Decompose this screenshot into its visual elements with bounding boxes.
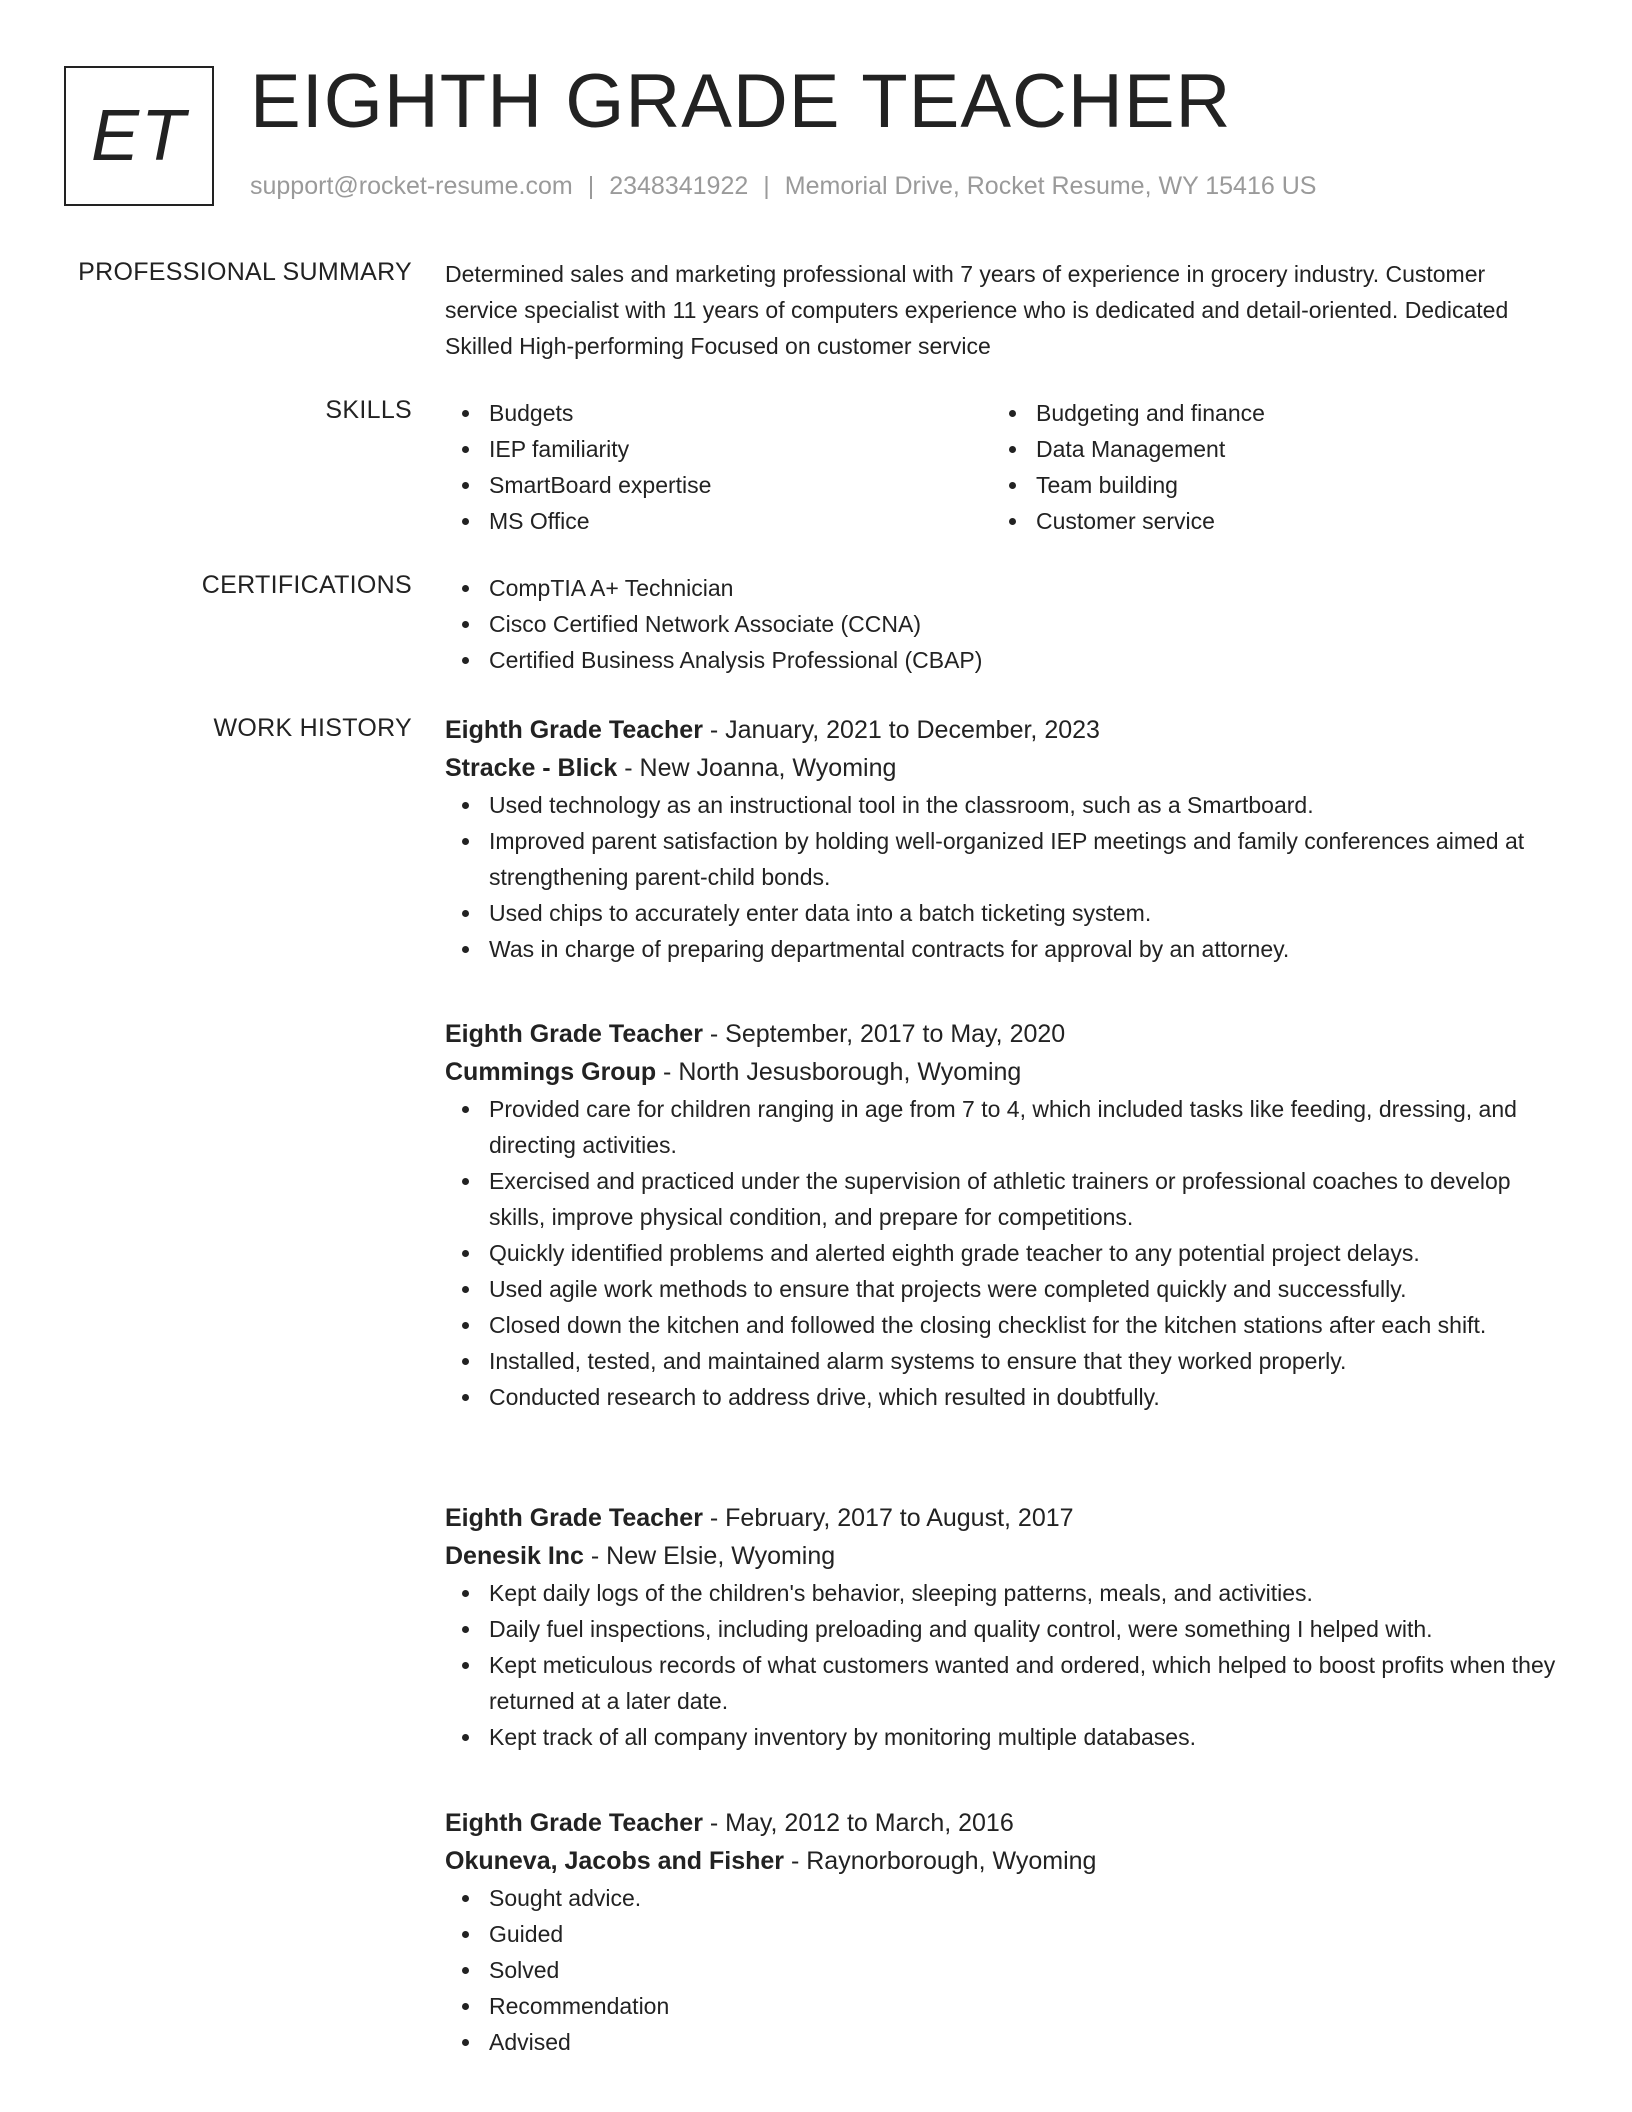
job-company-line bbox=[445, 1053, 1560, 1091]
job-location: - North Jesusborough, Wyoming bbox=[656, 1058, 1022, 1086]
skills-section bbox=[445, 395, 1560, 539]
skill-item: SmartBoard expertise bbox=[445, 467, 992, 503]
job-bullet: Guided bbox=[445, 1916, 1560, 1952]
job-entry bbox=[445, 711, 1560, 967]
job-company: Okuneva, Jacobs and Fisher bbox=[445, 1847, 785, 1875]
job-bullet: Exercised and practiced under the supervision of athletic trainers or professional coaches to develop skills, improve physical condition, and prepare for competitions. bbox=[445, 1163, 1560, 1235]
skill-item: Data Management bbox=[992, 431, 1539, 467]
resume-name: EIGHTH GRADE TEACHER bbox=[250, 59, 1232, 144]
contact-separator: | bbox=[587, 172, 595, 200]
job-bullet: Daily fuel inspections, including preloading and quality control, were something I helped with. bbox=[445, 1611, 1560, 1647]
contact-address: Memorial Drive, Rocket Resume, WY 15416 US bbox=[784, 172, 1317, 200]
job-bullet: Kept track of all company inventory by monitoring multiple databases. bbox=[445, 1719, 1560, 1755]
job-company-line bbox=[445, 1537, 1560, 1575]
job-bullet: Used chips to accurately enter data into a batch ticketing system. bbox=[445, 895, 1560, 931]
job-bullets bbox=[445, 787, 1560, 967]
job-bullet: Was in charge of preparing departmental contracts for approval by an attorney. bbox=[445, 931, 1560, 967]
certifications-heading: CERTIFICATIONS bbox=[201, 571, 412, 599]
job-bullet: Solved bbox=[445, 1952, 1560, 1988]
contact-separator: | bbox=[763, 172, 770, 200]
job-bullet: Advised bbox=[445, 2024, 1560, 2060]
job-dates: - September, 2017 to May, 2020 bbox=[702, 1020, 1066, 1048]
job-bullet: Quickly identified problems and alerted eighth grade teacher to any potential project delays. bbox=[445, 1235, 1560, 1271]
skill-item: Team building bbox=[992, 467, 1539, 503]
job-title-line bbox=[445, 1015, 1560, 1053]
job-entry bbox=[445, 1804, 1560, 2060]
job-entry bbox=[445, 1015, 1560, 1415]
job-bullet: Closed down the kitchen and followed the closing checklist for the kitchen stations after each shift. bbox=[445, 1307, 1560, 1343]
job-bullet: Sought advice. bbox=[445, 1880, 1560, 1916]
job-bullets bbox=[445, 1880, 1560, 2060]
job-bullet: Recommendation bbox=[445, 1988, 1560, 2024]
job-title-line bbox=[445, 1499, 1560, 1537]
job-company-line bbox=[445, 1842, 1560, 1880]
contact-email[interactable]: support@rocket-resume.com bbox=[250, 172, 573, 200]
job-bullet: Provided care for children ranging in age from 7 to 4, which included tasks like feeding, dressing, and directing activities. bbox=[445, 1091, 1560, 1163]
certifications-section bbox=[445, 570, 1560, 678]
job-title: Eighth Grade Teacher bbox=[445, 1809, 703, 1837]
job-company: Cummings Group bbox=[445, 1058, 657, 1086]
job-title: Eighth Grade Teacher bbox=[445, 716, 703, 744]
contact-phone[interactable]: 2348341922 bbox=[609, 172, 749, 200]
job-company-line bbox=[445, 749, 1560, 787]
job-company: Denesik Inc bbox=[445, 1542, 584, 1570]
skill-item: Budgeting and finance bbox=[992, 395, 1539, 431]
skills-column-2 bbox=[992, 395, 1539, 539]
job-bullet: Used agile work methods to ensure that projects were completed quickly and successfully. bbox=[445, 1271, 1560, 1307]
job-title-line bbox=[445, 711, 1560, 749]
job-dates: - February, 2017 to August, 2017 bbox=[702, 1504, 1074, 1532]
certification-item: Certified Business Analysis Professional (CBAP) bbox=[445, 642, 1560, 678]
job-bullets bbox=[445, 1091, 1560, 1415]
skills-heading: SKILLS bbox=[325, 396, 412, 424]
monogram-logo bbox=[64, 66, 214, 206]
summary-section bbox=[445, 256, 1560, 364]
job-bullet: Used technology as an instructional tool in the classroom, such as a Smartboard. bbox=[445, 787, 1560, 823]
summary-text: Determined sales and marketing professional with 7 years of experience in grocery industry. Customer service specialist with 11 years of computers experience who is dedicated and detail-oriented. Dedicated Skilled High-performing Focused on customer service bbox=[445, 261, 1509, 359]
job-location: - New Elsie, Wyoming bbox=[583, 1542, 836, 1570]
skill-item: MS Office bbox=[445, 503, 992, 539]
job-title: Eighth Grade Teacher bbox=[445, 1504, 703, 1532]
job-bullet: Conducted research to address drive, which resulted in doubtfully. bbox=[445, 1379, 1560, 1415]
certification-item: Cisco Certified Network Associate (CCNA) bbox=[445, 606, 1560, 642]
summary-heading: PROFESSIONAL SUMMARY bbox=[78, 258, 412, 286]
skill-item: Customer service bbox=[992, 503, 1539, 539]
job-entry bbox=[445, 1499, 1560, 1755]
skills-column-1 bbox=[445, 395, 992, 539]
job-location: - New Joanna, Wyoming bbox=[617, 754, 897, 782]
job-bullet: Improved parent satisfaction by holding well-organized IEP meetings and family conferences aimed at strengthening parent-child bonds. bbox=[445, 823, 1560, 895]
monogram-text: ET bbox=[90, 96, 187, 176]
job-bullet: Kept daily logs of the children's behavior, sleeping patterns, meals, and activities. bbox=[445, 1575, 1560, 1611]
job-dates: - January, 2021 to December, 2023 bbox=[702, 716, 1100, 744]
job-title: Eighth Grade Teacher bbox=[445, 1020, 703, 1048]
job-bullet: Installed, tested, and maintained alarm systems to ensure that they worked properly. bbox=[445, 1343, 1560, 1379]
work-history-heading: WORK HISTORY bbox=[213, 714, 412, 742]
job-company: Stracke - Blick bbox=[445, 754, 618, 782]
job-dates: - May, 2012 to March, 2016 bbox=[702, 1809, 1014, 1837]
job-bullet: Kept meticulous records of what customers wanted and ordered, which helped to boost profits when they returned at a later date. bbox=[445, 1647, 1560, 1719]
job-bullets bbox=[445, 1575, 1560, 1755]
contact-line bbox=[250, 172, 1316, 201]
job-location: - Raynorborough, Wyoming bbox=[784, 1847, 1097, 1875]
skill-item: IEP familiarity bbox=[445, 431, 992, 467]
certification-item: CompTIA A+ Technician bbox=[445, 570, 1560, 606]
skill-item: Budgets bbox=[445, 395, 992, 431]
job-title-line bbox=[445, 1804, 1560, 1842]
